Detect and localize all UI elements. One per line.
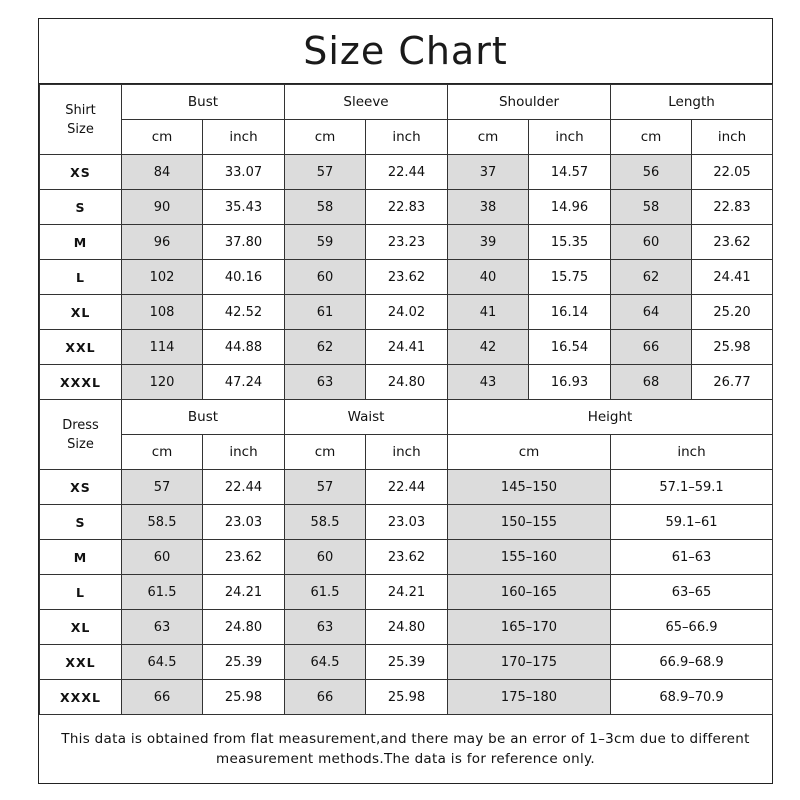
value-cell: 60: [122, 540, 203, 575]
value-cell: 39: [448, 225, 529, 260]
value-cell: 47.24: [203, 365, 285, 400]
value-cell: 170–175: [448, 645, 611, 680]
value-cell: 26.77: [692, 365, 773, 400]
shirt-header-shoulder: Shoulder: [448, 85, 611, 120]
value-cell: 60: [285, 260, 366, 295]
value-cell: 160–165: [448, 575, 611, 610]
shirt-header-bust: Bust: [122, 85, 285, 120]
value-cell: 22.44: [366, 155, 448, 190]
value-cell: 65–66.9: [611, 610, 773, 645]
value-cell: 62: [285, 330, 366, 365]
table-row: [40, 645, 773, 680]
value-cell: 22.83: [692, 190, 773, 225]
value-cell: 23.03: [203, 505, 285, 540]
value-cell: 23.23: [366, 225, 448, 260]
value-cell: 40: [448, 260, 529, 295]
dress-unit-header: cm: [285, 435, 366, 470]
value-cell: 24.41: [366, 330, 448, 365]
shirt-unit-header: cm: [448, 120, 529, 155]
value-cell: 61.5: [122, 575, 203, 610]
value-cell: 33.07: [203, 155, 285, 190]
value-cell: 42.52: [203, 295, 285, 330]
table-row: [40, 680, 773, 715]
value-cell: 57.1–59.1: [611, 470, 773, 505]
size-cell: S: [40, 190, 122, 225]
dress-size-table: [39, 399, 773, 715]
value-cell: 108: [122, 295, 203, 330]
value-cell: 102: [122, 260, 203, 295]
value-cell: 42: [448, 330, 529, 365]
shirt-unit-header: inch: [366, 120, 448, 155]
size-cell: XXL: [40, 645, 122, 680]
value-cell: 155–160: [448, 540, 611, 575]
dress-header-bust: Bust: [122, 400, 285, 435]
dress-size-label-line1: Dress: [62, 417, 99, 433]
dress-unit-header: cm: [448, 435, 611, 470]
table-row: [40, 575, 773, 610]
value-cell: 23.62: [366, 540, 448, 575]
table-row: [40, 610, 773, 645]
shirt-header-length: Length: [611, 85, 773, 120]
size-cell: XXL: [40, 330, 122, 365]
value-cell: 38: [448, 190, 529, 225]
dress-unit-header: inch: [611, 435, 773, 470]
size-cell: XS: [40, 155, 122, 190]
value-cell: 37: [448, 155, 529, 190]
size-cell: L: [40, 575, 122, 610]
value-cell: 61.5: [285, 575, 366, 610]
value-cell: 120: [122, 365, 203, 400]
size-cell: XS: [40, 470, 122, 505]
dress-header-waist: Waist: [285, 400, 448, 435]
shirt-unit-header: cm: [611, 120, 692, 155]
table-row: [40, 190, 773, 225]
dress-unit-header: inch: [203, 435, 285, 470]
value-cell: 24.80: [203, 610, 285, 645]
value-cell: 23.62: [692, 225, 773, 260]
value-cell: 59: [285, 225, 366, 260]
value-cell: 22.44: [203, 470, 285, 505]
size-cell: XL: [40, 610, 122, 645]
value-cell: 22.44: [366, 470, 448, 505]
table-row: [40, 295, 773, 330]
dress-header-height: Height: [448, 400, 773, 435]
shirt-unit-header: cm: [122, 120, 203, 155]
shirt-size-table: [39, 84, 773, 400]
table-row: [40, 540, 773, 575]
value-cell: 114: [122, 330, 203, 365]
value-cell: 25.20: [692, 295, 773, 330]
value-cell: 24.80: [366, 610, 448, 645]
value-cell: 58: [285, 190, 366, 225]
shirt-size-label-line2: Size: [67, 121, 94, 137]
value-cell: 58: [611, 190, 692, 225]
dress-unit-header: cm: [122, 435, 203, 470]
shirt-unit-header: inch: [203, 120, 285, 155]
value-cell: 23.03: [366, 505, 448, 540]
value-cell: 24.02: [366, 295, 448, 330]
value-cell: 43: [448, 365, 529, 400]
table-row: [40, 505, 773, 540]
dress-size-header: [40, 400, 122, 470]
value-cell: 59.1–61: [611, 505, 773, 540]
value-cell: 25.39: [366, 645, 448, 680]
value-cell: 61: [285, 295, 366, 330]
value-cell: 35.43: [203, 190, 285, 225]
value-cell: 150–155: [448, 505, 611, 540]
value-cell: 64.5: [122, 645, 203, 680]
value-cell: 22.05: [692, 155, 773, 190]
shirt-size-label-line1: Shirt: [65, 102, 96, 118]
shirt-size-header: [40, 85, 122, 155]
measurement-note: This data is obtained from flat measurement,and there may be an error of 1–3cm due to different measurement methods.The data is for reference only.: [61, 731, 750, 767]
value-cell: 25.98: [366, 680, 448, 715]
value-cell: 66: [285, 680, 366, 715]
value-cell: 63: [285, 365, 366, 400]
shirt-header-sleeve: Sleeve: [285, 85, 448, 120]
value-cell: 61–63: [611, 540, 773, 575]
page-title: Size Chart: [39, 19, 772, 84]
value-cell: 66: [122, 680, 203, 715]
value-cell: 145–150: [448, 470, 611, 505]
value-cell: 40.16: [203, 260, 285, 295]
value-cell: 84: [122, 155, 203, 190]
value-cell: 25.98: [203, 680, 285, 715]
value-cell: 23.62: [203, 540, 285, 575]
size-cell: XL: [40, 295, 122, 330]
size-cell: M: [40, 225, 122, 260]
value-cell: 16.54: [529, 330, 611, 365]
value-cell: 14.57: [529, 155, 611, 190]
value-cell: 24.21: [366, 575, 448, 610]
table-row: [40, 365, 773, 400]
shirt-unit-header: inch: [529, 120, 611, 155]
size-cell: XXXL: [40, 365, 122, 400]
table-row: [40, 155, 773, 190]
shirt-unit-header: cm: [285, 120, 366, 155]
value-cell: 58.5: [122, 505, 203, 540]
dress-unit-header: inch: [366, 435, 448, 470]
size-cell: L: [40, 260, 122, 295]
value-cell: 63–65: [611, 575, 773, 610]
value-cell: 16.14: [529, 295, 611, 330]
value-cell: 41: [448, 295, 529, 330]
value-cell: 66.9–68.9: [611, 645, 773, 680]
value-cell: 23.62: [366, 260, 448, 295]
value-cell: 16.93: [529, 365, 611, 400]
value-cell: 64: [611, 295, 692, 330]
value-cell: 60: [285, 540, 366, 575]
value-cell: 15.35: [529, 225, 611, 260]
value-cell: 14.96: [529, 190, 611, 225]
value-cell: 24.80: [366, 365, 448, 400]
value-cell: 90: [122, 190, 203, 225]
value-cell: 22.83: [366, 190, 448, 225]
value-cell: 58.5: [285, 505, 366, 540]
value-cell: 68: [611, 365, 692, 400]
value-cell: 15.75: [529, 260, 611, 295]
table-row: [40, 260, 773, 295]
size-cell: XXXL: [40, 680, 122, 715]
value-cell: 25.98: [692, 330, 773, 365]
value-cell: 57: [285, 470, 366, 505]
value-cell: 96: [122, 225, 203, 260]
value-cell: 25.39: [203, 645, 285, 680]
table-row: [40, 330, 773, 365]
size-chart-frame: [38, 18, 773, 784]
value-cell: 64.5: [285, 645, 366, 680]
value-cell: 165–170: [448, 610, 611, 645]
value-cell: 37.80: [203, 225, 285, 260]
value-cell: 56: [611, 155, 692, 190]
table-row: [40, 225, 773, 260]
size-cell: S: [40, 505, 122, 540]
value-cell: 57: [285, 155, 366, 190]
value-cell: 24.41: [692, 260, 773, 295]
value-cell: 44.88: [203, 330, 285, 365]
value-cell: 62: [611, 260, 692, 295]
value-cell: 63: [122, 610, 203, 645]
shirt-unit-header: inch: [692, 120, 773, 155]
value-cell: 63: [285, 610, 366, 645]
value-cell: 66: [611, 330, 692, 365]
dress-size-label-line2: Size: [67, 436, 94, 452]
table-row: [40, 470, 773, 505]
value-cell: 57: [122, 470, 203, 505]
value-cell: 175–180: [448, 680, 611, 715]
value-cell: 60: [611, 225, 692, 260]
value-cell: 68.9–70.9: [611, 680, 773, 715]
value-cell: 24.21: [203, 575, 285, 610]
size-cell: M: [40, 540, 122, 575]
